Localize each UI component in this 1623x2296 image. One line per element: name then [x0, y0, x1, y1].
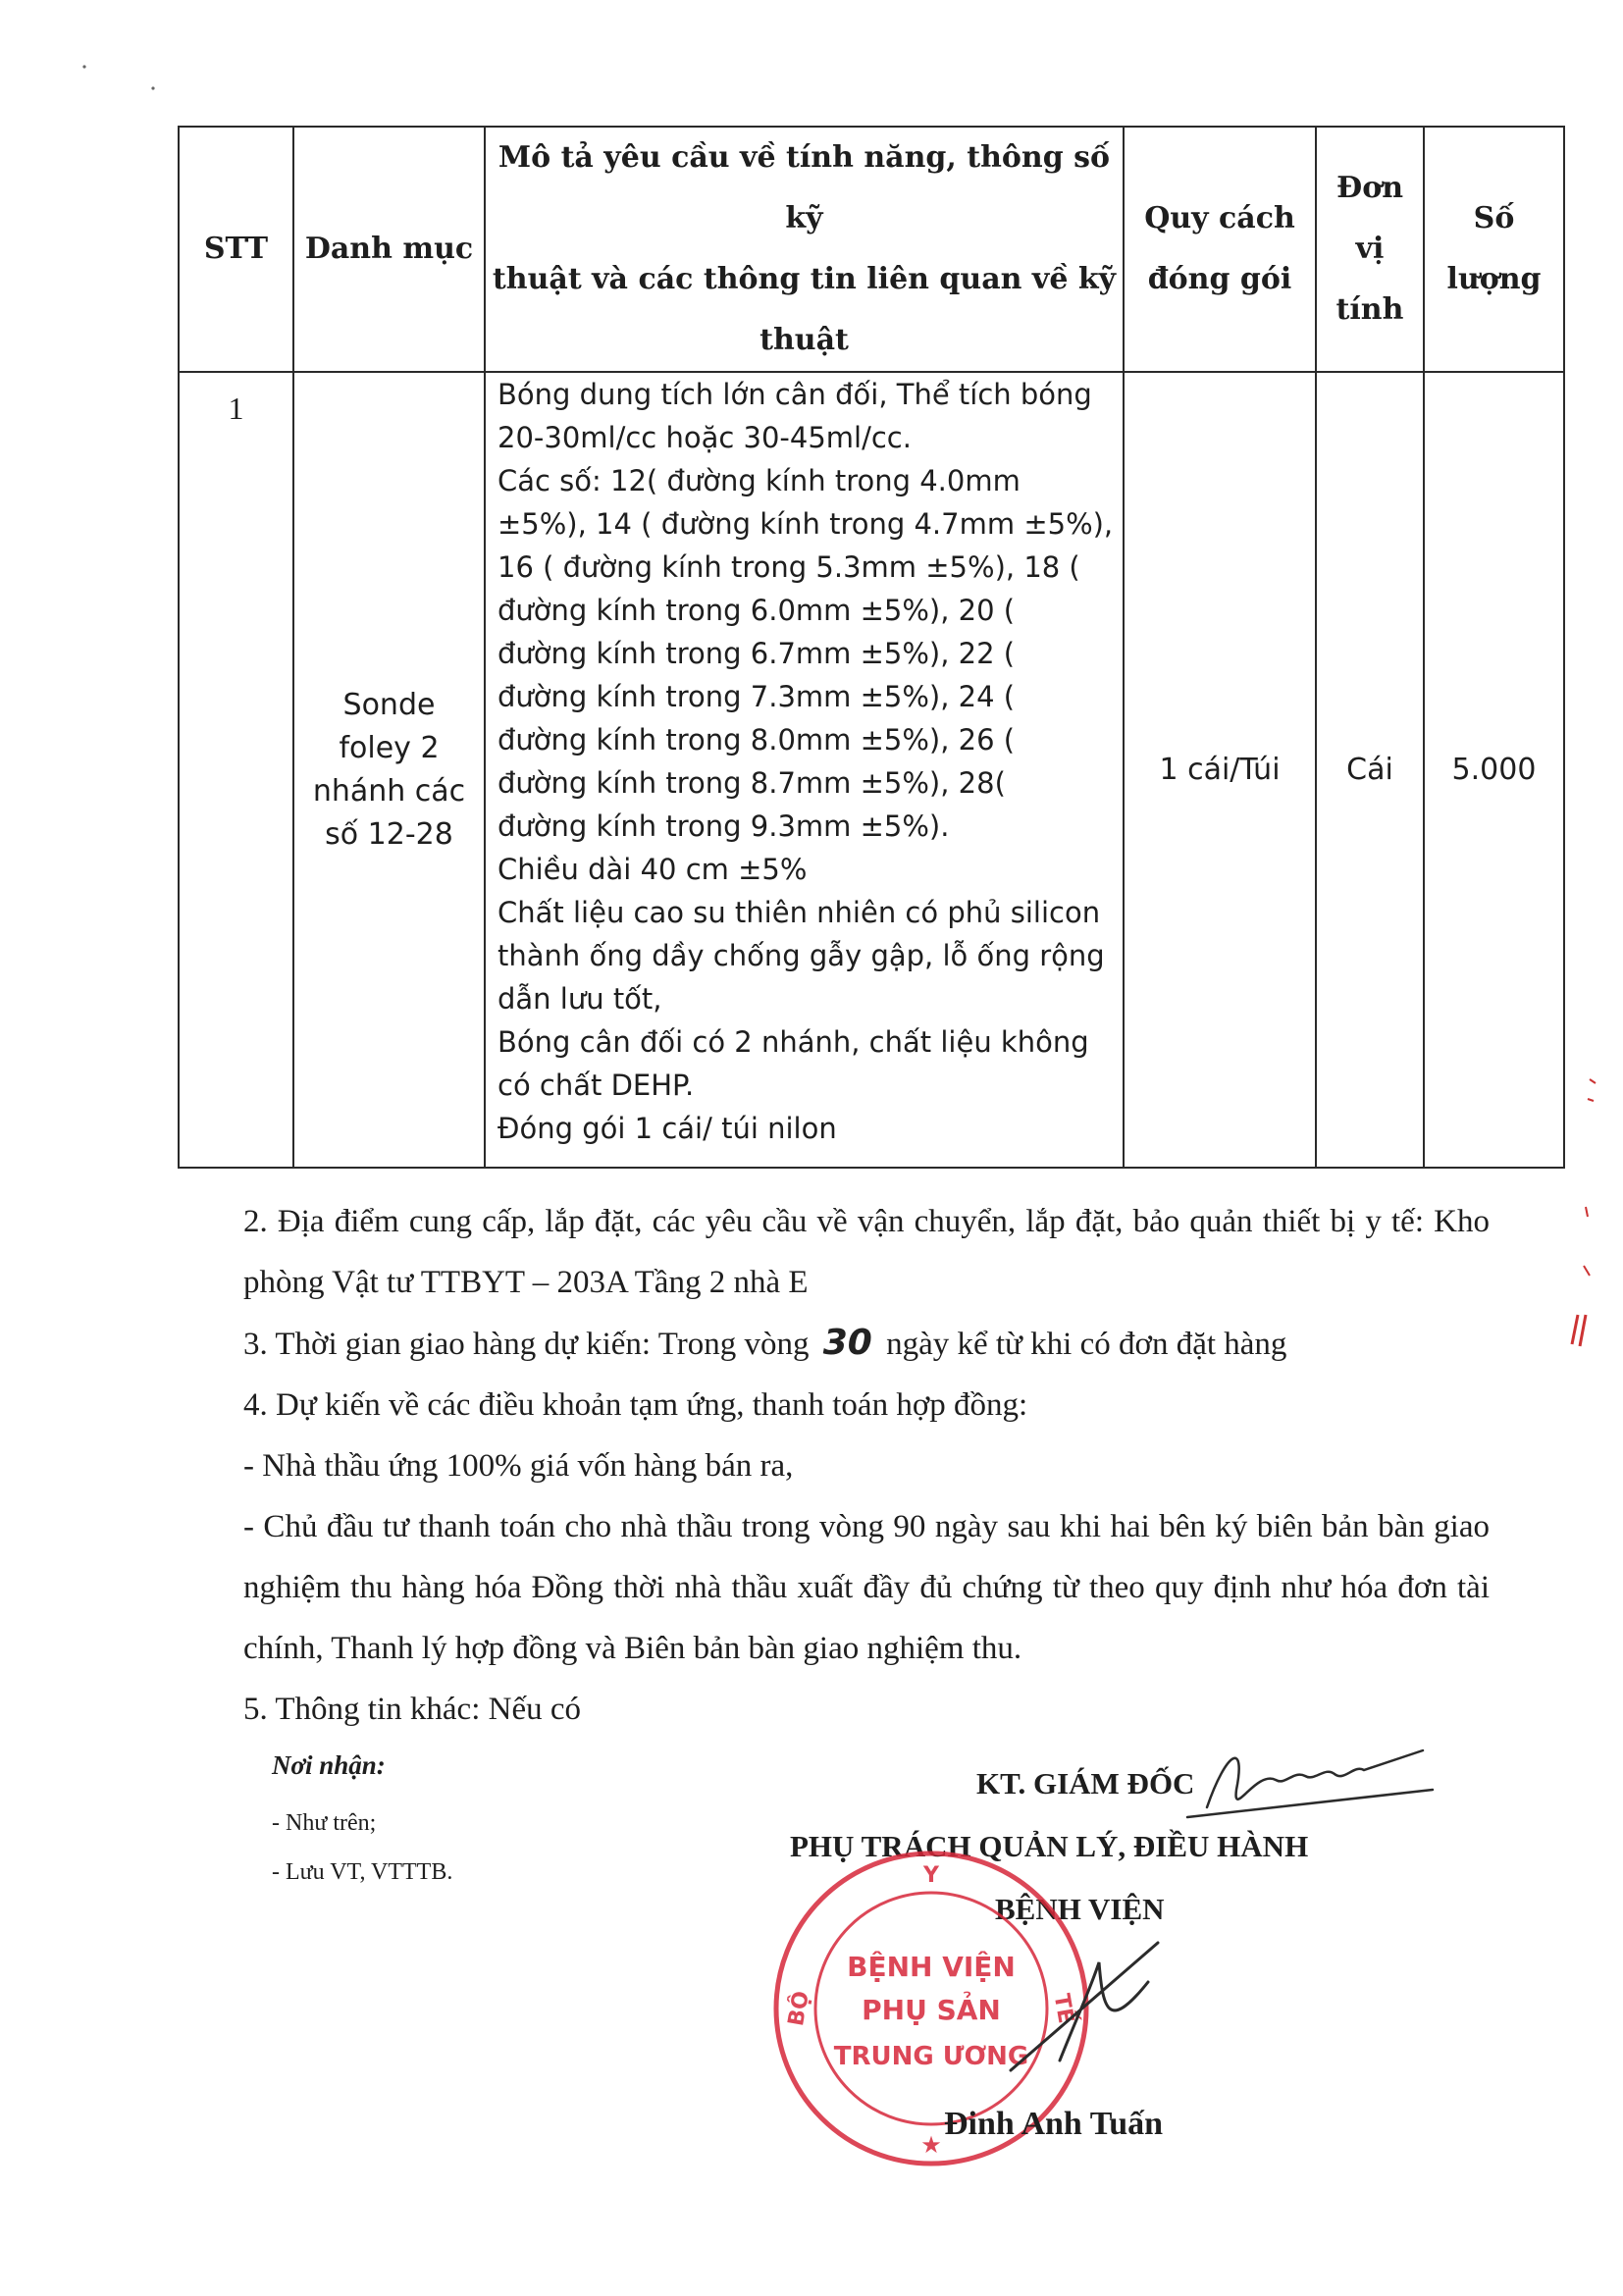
description-line: đường kính trong 6.7mm ±5%), 22 (	[497, 637, 1016, 670]
description-line: Bóng dung tích lớn cân đối, Thể tích bóng	[497, 378, 1092, 411]
description-line: đường kính trong 7.3mm ±5%), 24 (	[497, 680, 1016, 713]
description-line: 20-30ml/cc hoặc 30-45ml/cc.	[497, 421, 912, 454]
header-mo-ta-line: thuật và các thông tin liên quan về kỹ	[492, 262, 1117, 296]
seal-line: TRUNG ƯƠNG	[833, 2042, 1029, 2071]
table-header-row	[179, 127, 1564, 372]
cell-don-vi: Cái	[1316, 372, 1424, 1168]
sign-title-line1: KT. GIÁM ĐỐC	[976, 1766, 1195, 1800]
description-line: 16 ( đường kính trong 5.3mm ±5%), 18 (	[497, 550, 1080, 584]
payment-bullet: - Nhà thầu ứng 100% giá vốn hàng bán ra,	[243, 1448, 794, 1484]
header-don-vi: Đơn vị tính	[1316, 127, 1424, 372]
description-line: Chiều dài 40 cm ±5%	[497, 853, 808, 886]
header-mo-ta-line: thuật	[759, 323, 849, 357]
description-line: Các số: 12( đường kính trong 4.0mm	[497, 464, 1021, 497]
seal-line: BỆNH VIỆN	[847, 1951, 1016, 1983]
margin-marks	[1570, 1070, 1609, 1364]
payment-bullet: - Chủ đầu tư thanh toán cho nhà thầu trong vòng 90 ngày sau khi hai bên ký biên bản bàn giao nghiệm thu hàng hóa Đồng thời nhà thầu xuất đầy đủ chứng từ theo quy định như hóa đơn tài chính, Thanh lý hợp đồng và Biên bản bàn giao nghiệm thu.	[243, 1509, 1490, 1666]
item-delivery-time: 3. Thời gian giao hàng dự kiến: Trong vòng 30 ngày kể từ khi có đơn đặt hàng	[243, 1313, 1490, 1375]
item-other-info: 5. Thông tin khác: Nếu có	[243, 1692, 581, 1727]
seal-line: PHỤ SẢN	[862, 1994, 1001, 2026]
item-delivery-location: 2. Địa điểm cung cấp, lắp đặt, các yêu cầu về vận chuyển, lắp đặt, bảo quản thiết bị y tế: Kho phòng Vật tư TTBYT – 203A Tầng 2 nhà E	[243, 1204, 1490, 1300]
seal-ring-top: Y	[923, 1863, 939, 1888]
description-line: ±5%), 14 ( đường kính trong 4.7mm ±5%),	[497, 507, 1114, 541]
cell-stt: 1	[179, 372, 293, 1168]
signature-stroke	[1001, 1923, 1178, 2080]
description-line: thành ống dầy chống gẫy gập, lỗ ống rộng	[497, 939, 1105, 972]
description-line: có chất DEHP.	[497, 1069, 695, 1102]
description-line: Chất liệu cao su thiên nhiên có phủ silicon	[497, 896, 1101, 929]
description-line: đường kính trong 9.3mm ±5%).	[497, 809, 950, 843]
cell-so-luong: 5.000	[1424, 372, 1564, 1168]
recipient-item: - Lưu VT, VTTTB.	[272, 1859, 453, 1885]
header-so-luong: Số lượng	[1424, 127, 1564, 372]
seal-star-icon: ★	[920, 2133, 942, 2159]
table-row	[179, 372, 1564, 1168]
cell-danh-muc: Sonde foley 2 nhánh các số 12-28	[293, 372, 485, 1168]
handwritten-days-value: 30	[822, 1323, 872, 1363]
seal-ring-left: BỘ	[784, 1989, 814, 2028]
recipient-item: - Như trên;	[272, 1810, 377, 1836]
item-payment-terms: 4. Dự kiến về các điều khoản tạm ứng, thanh toán hợp đồng:	[243, 1387, 1028, 1423]
recipients-block	[272, 1750, 452, 1897]
seal-ring-right: TẾ	[1048, 1992, 1078, 2026]
description-line: Bóng cân đối có 2 nhánh, chất liệu không	[497, 1025, 1089, 1059]
header-stt: STT	[179, 127, 293, 372]
body-text	[243, 1191, 1490, 1740]
cell-quy-cach: 1 cái/Túi	[1124, 372, 1316, 1168]
recipients-heading: Nơi nhận:	[272, 1750, 386, 1780]
scan-specks	[59, 59, 177, 98]
sign-title-line2: PHỤ TRÁCH QUẢN LÝ, ĐIỀU HÀNH	[790, 1829, 1309, 1863]
sign-title-line3: BỆNH VIỆN	[995, 1892, 1165, 1926]
description-line: dẫn lưu tốt,	[497, 982, 662, 1016]
cell-description	[485, 372, 1124, 1168]
specification-table	[178, 126, 1565, 1169]
description-line: đường kính trong 8.0mm ±5%), 26 (	[497, 723, 1016, 757]
header-mo-ta	[485, 127, 1124, 372]
description-line: đường kính trong 8.7mm ±5%), 28(	[497, 766, 1006, 800]
header-danh-muc: Danh mục	[293, 127, 485, 372]
description-line: Đóng gói 1 cái/ túi nilon	[497, 1112, 837, 1145]
signature-scribble	[1168, 1731, 1462, 1849]
header-quy-cach: Quy cách đóng gói	[1124, 127, 1316, 372]
description-line: đường kính trong 6.0mm ±5%), 20 (	[497, 594, 1016, 627]
header-mo-ta-line: Mô tả yêu cầu về tính năng, thông số kỹ	[497, 140, 1111, 235]
signer-name: Đinh Anh Tuấn	[944, 2106, 1164, 2142]
